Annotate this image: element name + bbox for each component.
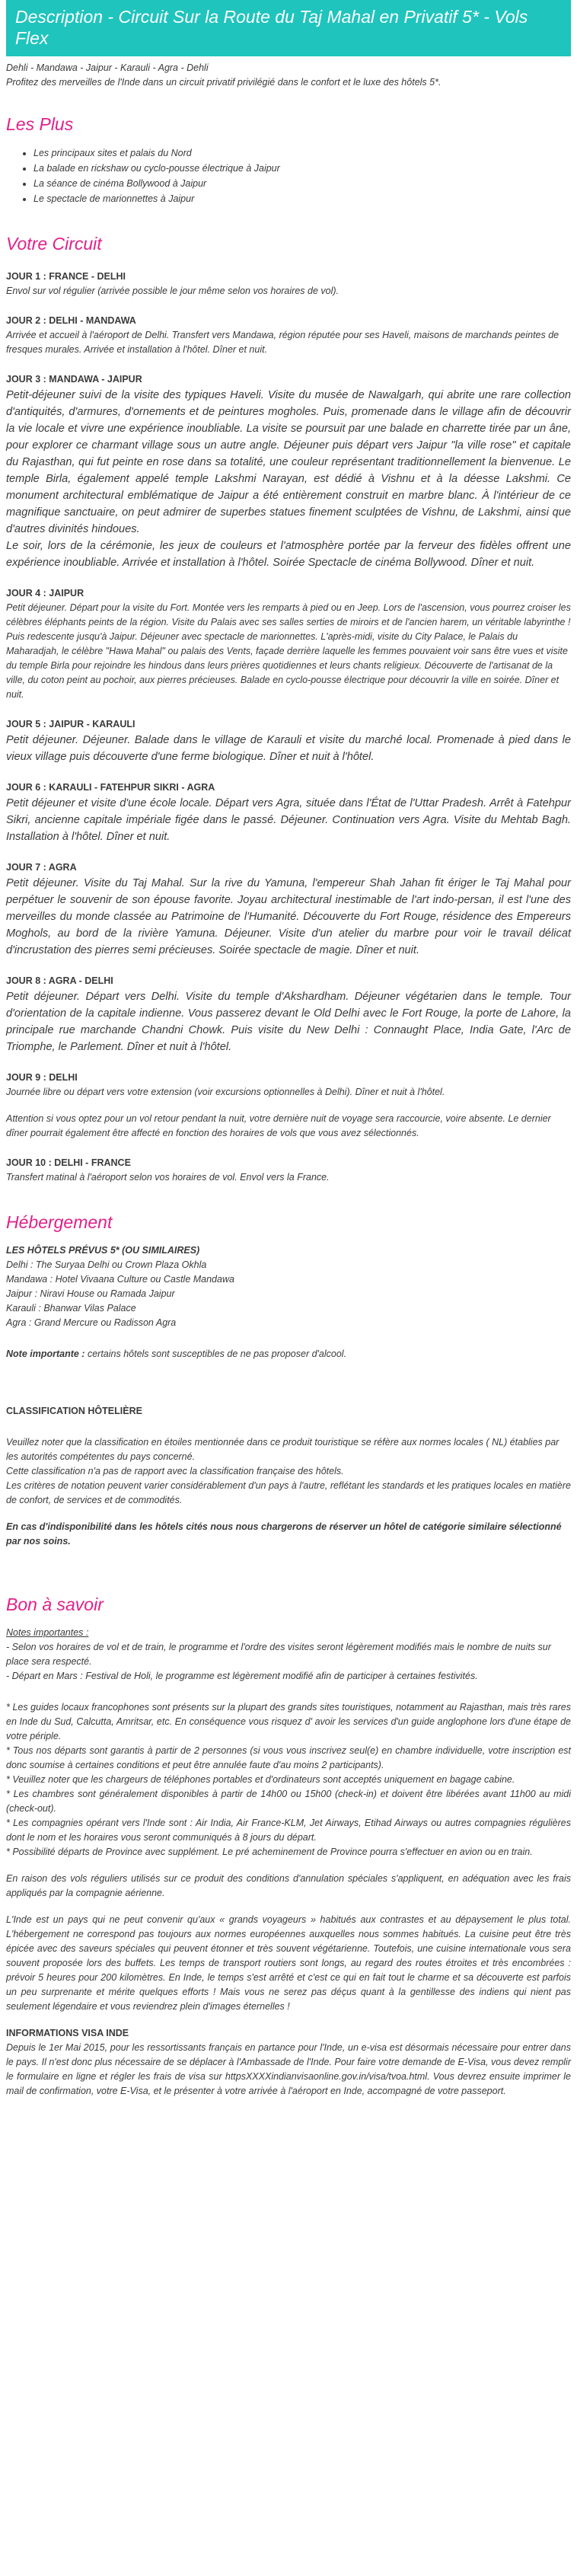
day-block (6, 314, 571, 357)
hotel-item: Karauli : Bhanwar Vilas Palace (6, 1303, 136, 1314)
section-heading-bon-a-savoir: Bon à savoir (6, 1594, 104, 1614)
day-block (6, 270, 571, 298)
day-description: Attention si vous optez pour un vol retour pendant la nuit, votre dernière nuit de voyage sera raccourcie, voire absente. Le dernier dîner pourrait également être affecté en fonction des horaires de vols que vous avez sélectionnés. (6, 1113, 551, 1138)
notes-label: Notes importantes : (6, 1627, 89, 1638)
day-block (6, 1071, 571, 1141)
day-description: Petit déjeuner et visite d'une école locale. Départ vers Agra, située dans l'État de l'Uttar Pradesh. Arrêt à Fatehpur Sikri, ancienne capitale impériale figée dans le passé. Déjeuner. Continuation vers Agra. Visite du Mehtab Bagh. Installation à l'hôtel. Dîner et nuit. (6, 797, 571, 843)
notes-lines: - Selon vos horaires de vol et de train, le programme et l'ordre des visites seront légèrement modifiés mais le nombre de nuits sur place sera respecté. - Départ en Mars : Festival de Holi, le programme est légèrement modifié afin de participer à certaines festivités. (6, 1642, 551, 1681)
day-title: JOUR 9 : DELHI (6, 1072, 78, 1083)
intro-tagline: Profitez des merveilles de l'Inde dans un circuit privatif privilégié dans le confort et le luxe des hôtels 5*. (6, 77, 442, 88)
day-description: Petit déjeuner. Départ pour la visite du Fort. Montée vers les remparts à pied ou en Jeep. Lors de l'ascension, vous pourrez croiser les célèbres éléphants peints de la région. Visite du Palais avec ses salles serties de miroirs et de l'ancien harem, un véritable labyrinthe ! Puis redescente jusqu'à Jaipur. Déjeuner avec spectacle de marionnettes. L'après-midi, visite du City Palace, le Palais du Maharadjah, le célèbre "Hawa Mahal" ou palais des Vents, façade derrière laquelle les femmes pouvaient voir sans être vues et visite du temple Birla pour rejoindre les hindous dans leurs prières quotidiennes et leurs chants religieux. Découverte de l'artisanat de la ville, du coton peint au pochoir, aux pierres précieuses. Balade en cyclo-pousse électrique pour découvrir la ville en soirée. Dîner et nuit. (6, 602, 571, 700)
hotel-unavailable-text: En cas d'indisponibilité dans les hôtels cités nous nous chargerons de réserver un hôtel de catégorie similaire sélectionné par nos soins. (6, 1521, 562, 1547)
day-block (6, 974, 571, 1055)
guides-text: * Les guides locaux francophones sont présents sur la plupart des grands sites touristiques, notamment au Rajasthan, mais très rares en Inde du Sud, Calcutta, Amritsar, etc. En conséquence vous risquez d' avoir les services d'un guide anglophone lors d'une étape de votre périple. * Tous nos départs sont garantis à partir de 2 personnes (si vous vous inscrivez seul(e) en chambre individuelle, votre inscription est donc soumise à certaines conditions et peut être annulée faute d'au moins 2 participants). * Veuillez noter que les chargeurs de téléphones portables et d'ordinateurs sont acceptés uniquement en bagage cabine. * Les chambres sont généralement disponibles à partir de 14h00 ou 15h00 (check-in) et doivent être libérées avant 11h00 au midi (check-out). * Les compagnies opérant vers l'Inde sont : Air India, Air France-KLM, Jet Airways, Etihad Airways ou autres compagnies régulières dont le nom et les horaires vous seront communiqués à 8 jours du départ. * Possibilité départs de Province avec supplément. Le pré acheminement de Province pourra s'effectuer en avion ou en train. (6, 1702, 571, 1857)
day-block (6, 372, 571, 571)
day-title: JOUR 8 : AGRA - DELHI (6, 975, 113, 986)
section-heading-hebergement: Hébergement (6, 1212, 113, 1232)
hotel-item: Jaipur : Niravi House ou Ramada Jaipur (6, 1288, 175, 1299)
day-block (6, 860, 571, 959)
day-title: JOUR 6 : KARAULI - FATEHPUR SIKRI - AGRA (6, 782, 215, 793)
day-title: JOUR 2 : DELHI - MANDAWA (6, 315, 136, 326)
plus-item: • La séance de cinéma Bollywood à Jaipur (33, 176, 571, 191)
visa-title: INFORMATIONS VISA INDE (6, 2028, 129, 2038)
section-heading-circuit: Votre Circuit (6, 234, 102, 254)
day-description: Petit-déjeuner suivi de la visite des typiques Haveli. Visite du musée de Nawalgarh, qui abrite une rare collection d'antiquités, d'armures, d'ornements et de peintures mogholes. Puis, promenade dans le village afin de découvrir la vie locale et vivre une expérience inoubliable. La visite se poursuit par une balade en charrette tirée par un âne, pour explorer ce charmant village sous un autre angle. Déjeuner puis départ vers Jaipur "la ville rose" et capitale du Rajasthan, qui fut peinte en rose dans sa totalité, une couleur représentant traditionnellement la bienvenue. Le temple Birla, également appelé temple Lakshmi Narayan, est dédié à Vishnu et à la déesse Lakshmi. Ce monument architectural emblématique de Jaipur a été entièrement construit en marbre blanc. À l'intérieur de ce magnifique sanctuaire, on peut admirer de superbes statues finement sculptées de Vishnu, de Lakshmi, ainsi que d'autres divinités hindoues. (6, 389, 571, 535)
day-title: JOUR 10 : DELHI - FRANCE (6, 1157, 131, 1168)
day-description: Journée libre ou départ vers votre extension (voir excursions optionnelles à Delhi). Dîner et nuit à l'hôtel. (6, 1087, 445, 1097)
day-description: Le soir, lors de la cérémonie, les jeux de couleurs et l'atmosphère portée par la ferveur des fidèles offrent une expérience inoubliable. Arrivée et installation à l'hôtel. Soirée Spectacle de cinéma Bollywood. Dîner et nuit. (6, 540, 571, 569)
day-title: JOUR 3 : MANDAWA - JAIPUR (6, 374, 142, 385)
day-description: Petit déjeuner. Départ vers Delhi. Visite du temple d'Akshardham. Déjeuner végétarien dans le temple. Tour d'orientation de la capitale indienne. Vous passerez devant le Old Delhi avec le Fort Rouge, la porte de Lahore, la principale rue marchande Chandni Chowk. Puis visite du New Delhi : Connaught Place, India Gate, l'Arc de Triomphe, le Parlement. Dîner et nuit à l'hôtel. (6, 991, 571, 1053)
day-description: Transfert matinal à l'aéroport selon vos horaires de vol. Envol vers la France. (6, 1172, 330, 1183)
section-heading-plus: Les Plus (6, 114, 74, 134)
day-description: Petit déjeuner. Visite du Taj Mahal. Sur la rive du Yamuna, l'empereur Shah Jahan fit ériger le Taj Mahal pour perpétuer le souvenir de son épouse favorite. Joyau architectural inestimable de l'art indo-persan, il est l'une des merveilles du monde classée au Patrimoine de l'Humanité. Découverte du Fort Rouge, résidence des Empereurs Moghols, au bord de la rivière Yamuna. Déjeuner. Visite d'un atelier du marbre pour voir le travail délicat d'incrustation des pierres semi précieuses. Soirée spectacle de magie. Dîner et nuit. (6, 877, 571, 956)
plus-item: • Le spectacle de marionnettes à Jaipur (33, 191, 571, 206)
intro-route: Dehli - Mandawa - Jaipur - Karauli - Agra - Dehli (6, 62, 209, 73)
cancellation-text: En raison des vols réguliers utilisés sur ce produit des conditions d'annulation spéciales s'appliquent, en adéquation avec les frais appliqués par la compagnie aérienne. (6, 1873, 571, 1898)
visa-text: Depuis le 1er Mai 2015, pour les ressortissants français en partance pour l'Inde, un e-visa est désormais nécessaire pour entrer dans le pays. Il n'est donc plus nécessaire de se déplacer à l'Ambassade de l'Inde. Pour faire votre demande de E-Visa, vous devez remplir le formulaire en ligne et régler les frais de visa sur httpsXXXXindianvisaonline.gov.in/visa/tvoa.html. Vous devrez ensuite imprimer le mail de confirmation, votre E-Visa, et le présenter à votre arrivée à l'aéroport en Inde, accompagné de votre passeport. (6, 2042, 571, 2096)
hotels-subtitle: LES HÔTELS PRÉVUS 5* (OU SIMILAIRES) (6, 1245, 200, 1256)
hotel-item: Delhi : The Suryaa Delhi ou Crown Plaza Okhla (6, 1259, 207, 1270)
plus-item: • Les principaux sites et palais du Nord (33, 145, 571, 161)
day-description: Petit déjeuner. Déjeuner. Balade dans le village de Karauli et visite du marché local. Promenade à pied dans le vieux village puis découverte d'une ferme biologique. Dîner et nuit à l'hôtel. (6, 734, 571, 763)
day-block (6, 1156, 571, 1185)
day-description: Arrivée et accueil à l'aéroport de Delhi. Transfert vers Mandawa, région réputée pour ses Haveli, maisons de marchands peintes de fresques murales. Arrivée et installation à l'hôtel. Dîner et nuit. (6, 330, 559, 355)
hotel-item: Agra : Grand Mercure ou Radisson Agra (6, 1317, 177, 1328)
hotel-list (6, 1258, 571, 1330)
hotel-item: Mandawa : Hotel Vivaana Culture ou Castle Mandawa (6, 1274, 234, 1285)
day-block (6, 586, 571, 702)
main-content (0, 61, 577, 2111)
day-title: JOUR 1 : FRANCE - DELHI (6, 271, 126, 282)
day-block (6, 717, 571, 765)
page-title: Description - Circuit Sur la Route du Taj Mahal en Privatif 5* - Vols Flex (6, 0, 571, 56)
day-title: JOUR 4 : JAIPUR (6, 588, 84, 599)
country-text: L'Inde est un pays qui ne peut convenir qu'aux « grands voyageurs » habitués aux contrastes et au dépaysement le plus total. L'hébergement ne correspond pas toujours aux normes européennes auxquelles nous sommes habitués. La cuisine peut être très épicée avec des saveurs spéciales qui peuvent étonner et très souvent végétarienne. Toutefois, une cuisine internationale vous sera souvent proposée lors des buffets. Les temps de transport routiers sont longs, au regard des routes étroites et très encombrées : prévoir 5 heures pour 200 kilomètres. En Inde, le temps s'est arrêté et c'est ce qui en fait tout le charme et sa découverte est parfois un peu surprenante et mérite quelques efforts ! Mais vous ne serez pas déçus quant à la gentillesse des indiens qui nient pas seulement légendaire et vous reviendrez plein d'images éternelles ! (6, 1914, 571, 2012)
plus-item: • La balade en rickshaw ou cyclo-pousse électrique à Jaipur (33, 161, 571, 176)
day-block (6, 780, 571, 845)
classification-text: Veuillez noter que la classification en étoiles mentionnée dans ce produit touristique se réfère aux normes locales ( NL) établies par les autorités compétentes du pays concerné. Cette classification n'a pas de rapport avec la classification française des hôtels. Les critères de notation peuvent varier considérablement d'un pays à l'autre, reflétant les standards et les pratiques locales en matière de confort, de services et de commodités. (6, 1437, 571, 1505)
day-title: JOUR 5 : JAIPUR - KARAULI (6, 719, 135, 729)
hotel-note-text: certains hôtels sont susceptibles de ne pas proposer d'alcool. (84, 1349, 347, 1359)
hotel-note-label: Note importante : (6, 1349, 85, 1359)
day-list (6, 270, 571, 1185)
day-description: Envol sur vol régulier (arrivée possible le jour même selon vos horaires de vol). (6, 286, 339, 296)
plus-list (6, 145, 571, 206)
day-title: JOUR 7 : AGRA (6, 862, 77, 873)
hotel-note (6, 1347, 571, 1361)
classification-title: CLASSIFICATION HÔTELIÈRE (6, 1406, 142, 1416)
